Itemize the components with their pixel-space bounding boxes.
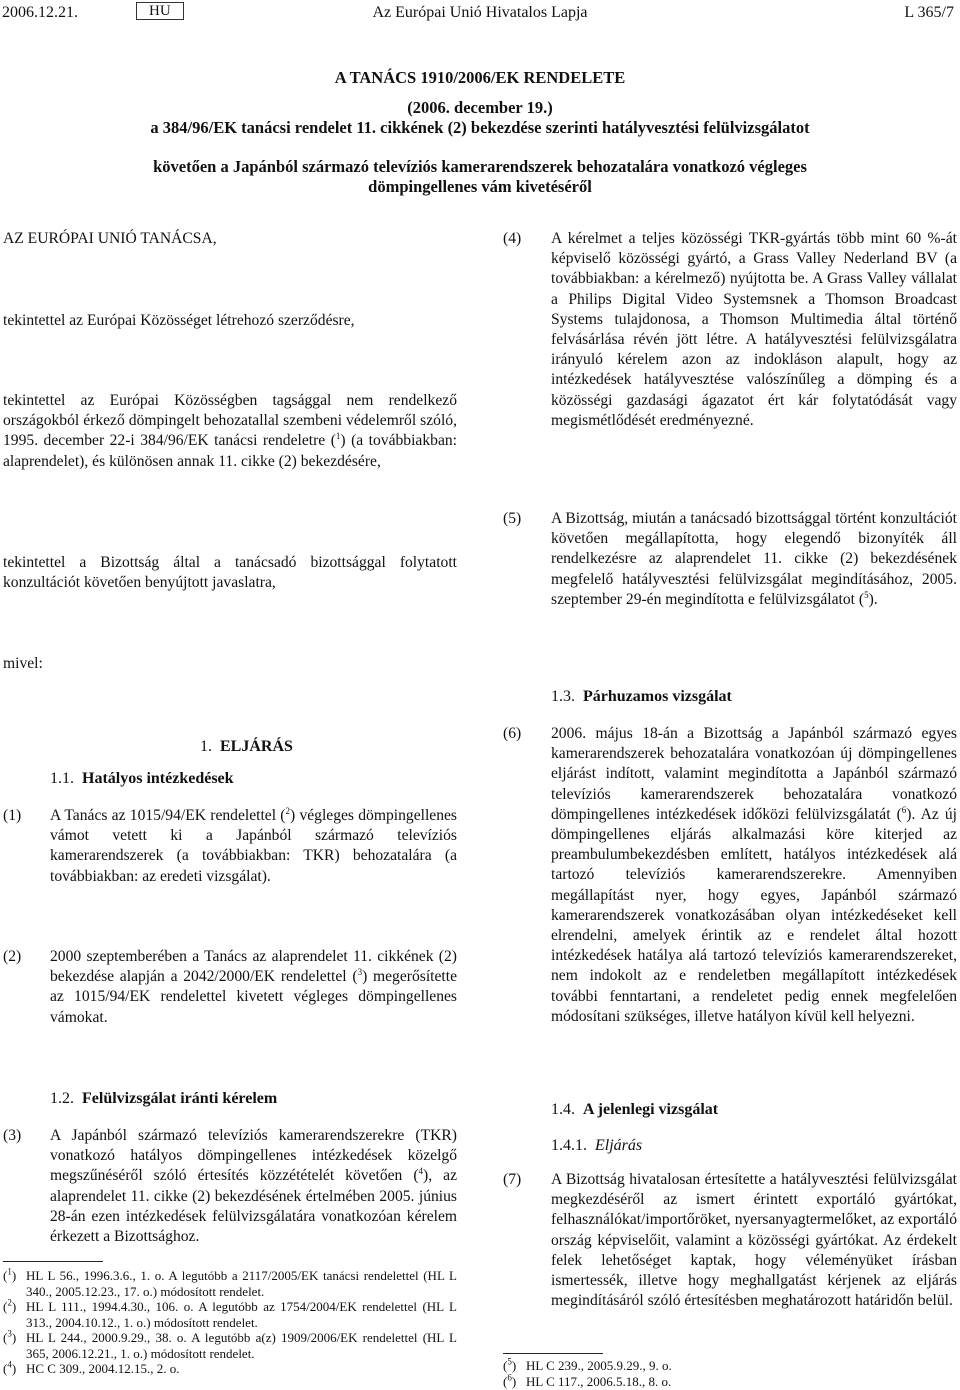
footnote-ref-1[interactable]: 1 — [335, 431, 341, 442]
paragraph-3: A Japánból származó televíziós kamerarendszerekre (TKR) vonatkozó hatályos dömpingellenes intézkedések közelgő megszűnéséről szóló értesítés közzétételét követően ($^4$), az alaprendelet 11. cikke (2) bekezdésének értelmében 2005. június 28-án ezen intézkedések felülvizsgálatára vonatkozóan kérelem érkezett a Bizottsághoz. — [50, 1127, 457, 1246]
footnote-divider — [3, 1261, 103, 1262]
paragraph-number: (2) — [3, 948, 22, 965]
language-code: HU — [136, 2, 184, 20]
subsection-1-4-1-heading: 1.4.1. Eljárás — [551, 1137, 643, 1154]
footnotes-left — [3, 1268, 457, 1377]
footnote-ref-6[interactable]: 6 — [901, 804, 907, 815]
whereas: mivel: — [3, 655, 43, 672]
paragraph-2: 2000 szeptemberében a Tanács az alaprendelet 11. cikkének (2) bekezdése alapján a 2042/2000/EK rendelettel ($^3$) megerősítette az 1015/94/EK rendelettel kivetett végleges dömpingellenes vámokat. — [50, 948, 457, 1026]
footnote-item: ($^4$) HC C 309., 2004.12.15., 2. o. — [3, 1359, 180, 1376]
footnote-item: ($^2$) HL L 111., 1994.4.30., 106. o. A legutóbb az 1754/2004/EK rendelettel (HL L 313., 2004.10.12., 1. o.) módosított rendelet. — [3, 1297, 457, 1330]
paragraph-1: A Tanács az 1015/94/EK rendelettel ($^2$) végleges dömpingellenes vámot vetett ki a Japánból származó televíziós kamerarendszerek (a továbbiakban: TKR) behozatalára (a továbbiakban: az eredeti vizsgálat). — [50, 805, 457, 885]
paragraph-number: (3) — [3, 1127, 22, 1144]
paragraph-7: A Bizottság hivatalosan értesítette a hatályvesztési felülvizsgálat megkezdéséről az ismert érintett exportáló gyártókat, felhasználókat/importőröket, nyersanyagtermelőket, az exportáló ország képviselőit, valamint a közösségi gyártókat. Az érdekelt felek lehetőséget kaptak, hogy véleményüket írásban ismertessék, illetve hogy meghallgatást kérjenek az eljárás megindításáról szóló értesítésben meghatározott határidőn belül. — [551, 1171, 957, 1310]
paragraph-number: (6) — [503, 725, 522, 742]
recital-treaty: tekintettel az Európai Közösséget létrehozó szerződésre, — [3, 312, 355, 329]
footnote-item: ($^6$) HL C 117., 2006.5.18., 8. o. — [503, 1372, 672, 1389]
footnote-item: ($^3$) HL L 244., 2000.9.29., 38. o. A legutóbb a(z) 1909/2006/EK rendelettel (HL L 365, 2006.12.21., 1. o.) módosított rendelet. — [3, 1328, 457, 1361]
regulation-subject-1: a 384/96/EK tanácsi rendelet 11. cikkének (2) bekezdése szerinti hatályvesztési felülvizsgálatot — [150, 118, 810, 137]
paragraph-number: (7) — [503, 1171, 522, 1188]
footnote-item: ($^5$) HL C 239., 2005.9.29., 9. o. — [503, 1356, 672, 1373]
paragraph-4: A kérelmet a teljes közösségi TKR-gyártás több mint 60 %-át képviselő közösségi gyártó, a Grass Valley Nederland BV (a továbbiakban: a kérelmező) nyújtotta be. A Grass Valley vállalat a Philips Digital Video Systemsnek a Thomson Broadcast Systems tulajdonosa, a Thomson Multimedia által történő felvásárlása révén jött létre. A hatályvesztési felülvizsgálatra irányuló kérelem azon az indokláson alapult, hogy az intézkedések hatályvesztése valószínűleg a dömping és a közösségi gazdasági ágazatot ért kár folytatódását vagy megismétlődését eredményezné. — [551, 230, 957, 429]
footnote-divider — [503, 1353, 603, 1354]
recital-basic-regulation: tekintettel az Európai Közösségben tagsággal nem rendelkező országokból érkező dömpingelt behozatallal szembeni védelemről szóló, 1995. december 22-i 384/96/EK tanácsi rendeletre ($^1$) (a továbbiakban: alaprendelet), és különösen annak 11. cikke (2) bekezdésére, — [3, 392, 457, 470]
subsection-1-2-heading: 1.2. Felülvizsgálat iránti kérelem — [50, 1090, 278, 1107]
paragraph-number: (1) — [3, 807, 22, 824]
page-reference: L 365/7 — [904, 4, 954, 21]
paragraph-number: (4) — [503, 230, 522, 247]
footnote-item: ($^1$) HL L 56., 1996.3.6., 1. o. A legutóbb a 2117/2005/EK tanácsi rendelettel (HL L 340., 2005.12.23., 17. o.) módosított rendelet. — [3, 1266, 457, 1299]
subsection-1-4-heading: 1.4. A jelenlegi vizsgálat — [551, 1101, 719, 1118]
section-1-heading: 1. ELJÁRÁS — [200, 738, 293, 755]
paragraph-number: (5) — [503, 510, 522, 527]
regulation-date: (2006. december 19.) — [407, 98, 553, 117]
regulation-subject-2: követően a Japánból származó televíziós kamerarendszerek behozatalára vonatkozó végleges — [153, 157, 807, 176]
subsection-1-1-heading: 1.1. Hatályos intézkedések — [50, 770, 234, 787]
header-date: 2006.12.21. — [2, 4, 78, 21]
regulation-title: A TANÁCS 1910/2006/EK RENDELETE — [334, 68, 626, 87]
subsection-1-3-heading: 1.3. Párhuzamos vizsgálat — [551, 688, 732, 705]
regulation-subject-3: dömpingellenes vám kivetéséről — [368, 177, 592, 196]
footnote-ref-5[interactable]: 5 — [864, 589, 869, 600]
paragraph-5: A Bizottság, miután a tanácsadó bizottsággal történt konzultációt követően megállapította, hogy elegendő bizonyíték áll rendelkezésre az alaprendelet 11. cikke (2) bekezdésének megfelelő hatályvesztési felülvizsgálat megindításához, 2005. szeptember 29-én megindította e felülvizsgálatot ($^5$). — [551, 510, 957, 608]
recital-proposal: tekintettel a Bizottság által a tanácsadó bizottsággal folytatott konzultációt követően benyújtott javaslatra, — [3, 554, 457, 592]
council-heading: AZ EURÓPAI UNIÓ TANÁCSA, — [3, 230, 217, 247]
journal-title: Az Európai Unió Hivatalos Lapja — [372, 4, 588, 21]
footnote-ref-4[interactable]: 4 — [418, 1166, 424, 1177]
paragraph-6: 2006. május 18-án a Bizottság a Japánból származó egyes kamerarendszerek behozatalára vonatkozóan új dömpingellenes eljárást indított, valamint megindította a Japánból származó televíziós kamerarendszerek behozatalára vonatkozó dömpingellenes intézkedések időközi felülvizsgálatát ($^6$). Az új dömpingellenes eljárás alkalmazási köre kiterjed az preambulumbekezdésben említett, hatályos intézkedések alá tartozó televíziós kamerarendszerekre. Amennyiben megállapítást nyer, hogy egyes, Japánból származó kamerarendszerek vonatkozásában olyan intézkedéseket kell elrendelni, amelyek érintik az e rendelet által hozott intézkedések hatálya alá tartozó televíziós kamerarendszereket, nem indokolt az e rendeletben megállapított intézkedések további fenntartani, a rendeletet pedig ennek megfelelően módosítani szükséges, illetve hatályon kívül kell helyezni. — [551, 725, 957, 1025]
footnote-ref-3[interactable]: 3 — [357, 967, 363, 978]
footnotes-right — [503, 1358, 957, 1389]
footnote-ref-2[interactable]: 2 — [285, 805, 290, 816]
